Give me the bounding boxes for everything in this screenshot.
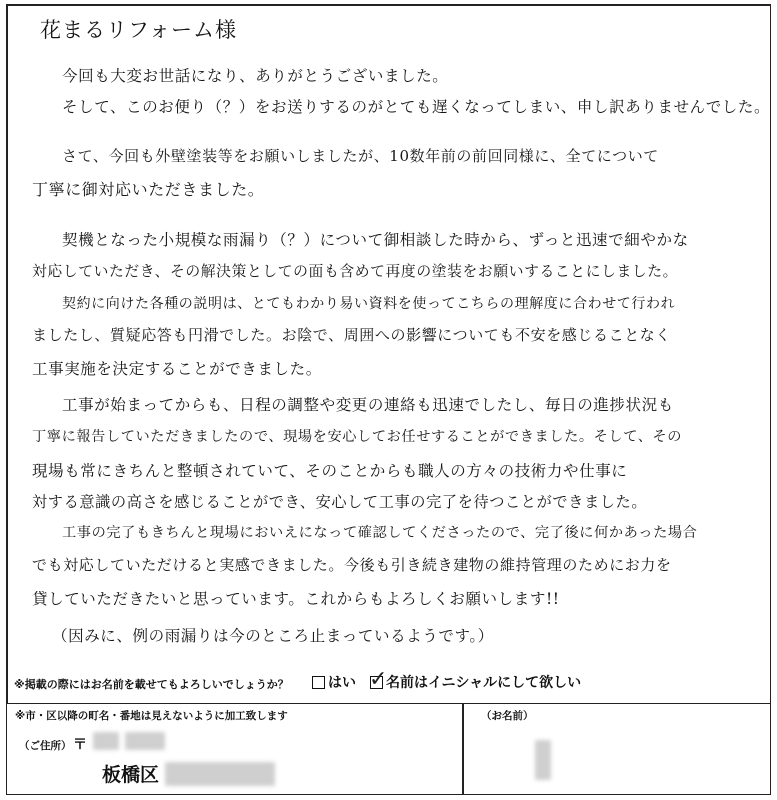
option-initials-label: 名前はイニシャルにして欲しい [386, 675, 582, 691]
letter-line: 対応していただき、その解決策としての面も含めて再度の塗装をお願いすることにしました。 [32, 263, 679, 280]
letter-line: 丁寧に御対応いただきました。 [32, 180, 265, 199]
checkbox-yes[interactable] [312, 676, 325, 689]
letter-line: （因みに、例の雨漏りは今のところ止まっているようです。） [52, 627, 494, 645]
letter-line: そして、このお便り（？）をお送りするのがとても遅くなってしまい、申し訳ありませんでした。 [62, 98, 771, 116]
letter-line: 現場も常にきちんと整頓されていて、そのことからも職人の方々の技術力や仕事に [32, 462, 628, 480]
salutation: 花まるリフォーム様 [40, 18, 237, 42]
option-yes[interactable] [312, 672, 356, 692]
name-label: （お名前） [481, 710, 534, 722]
checkbox-initials[interactable] [369, 666, 388, 692]
letter-line: 対する意識の高さを感じることができ、安心して工事の完了を待つことができました。 [32, 493, 648, 511]
option-initials[interactable] [369, 666, 582, 692]
address-note: ※市・区以降の町名・番地は見えないように加工致します [15, 710, 288, 722]
box-divider [462, 704, 464, 794]
letter-line: 契機となった小規模な雨漏り（？）について御相談した時から、ずっと迅速で細やかな [62, 231, 689, 249]
postal-code-redacted [125, 732, 165, 750]
consent-question: ※掲載の際にはお名前を載せてもよろしいでしょうか？ [14, 678, 289, 691]
letter-line: 工事実施を決定することができました。 [32, 360, 322, 378]
option-yes-label: はい [328, 675, 356, 691]
letter-line: 契約に向けた各種の説明は、とてもわかり易い資料を使ってこちらの理解度に合わせて行われ [62, 296, 676, 312]
postal-mark: 〒 [73, 737, 87, 753]
letter-line: 工事の完了もきちんと現場においえになって確認してくださったので、完了後に何かあった場合 [62, 525, 698, 541]
address-label: （ご住所） [19, 740, 72, 752]
letter-line: でも対応していただけると実感できました。今後も引き続き建物の維持管理のためにお力を [32, 556, 672, 574]
address-name-box [6, 703, 771, 795]
sheet-top-border [6, 4, 771, 6]
letter-line: さて、今回も外壁塗装等をお願いしましたが、10数年前の前回同様に、全てについて [62, 147, 659, 165]
letter-line: ましたし、質疑応答も円滑でした。お陰で、周囲への影響についても不安を感じることなく [32, 326, 672, 344]
address-ward: 板橋区 [102, 764, 160, 786]
letter-line: 貸していただきたいと思っています。これからもよろしくお願いします!! [32, 590, 560, 608]
letter-line: 今回も大変お世話になり、ありがとうございました。 [62, 67, 449, 85]
letter-line: 丁寧に報告していただきましたので、現場を安心してお任せすることができました。そして、その [32, 429, 683, 445]
address-redacted [165, 762, 275, 786]
checkmark-icon: ✓ [369, 666, 388, 692]
letter-line: 工事が始まってからも、日程の調整や変更の連絡も迅速でしたし、毎日の進捗状況も [62, 396, 674, 414]
sheet-left-border [6, 4, 8, 704]
postal-code-redacted [93, 732, 119, 750]
name-redacted [535, 740, 551, 780]
